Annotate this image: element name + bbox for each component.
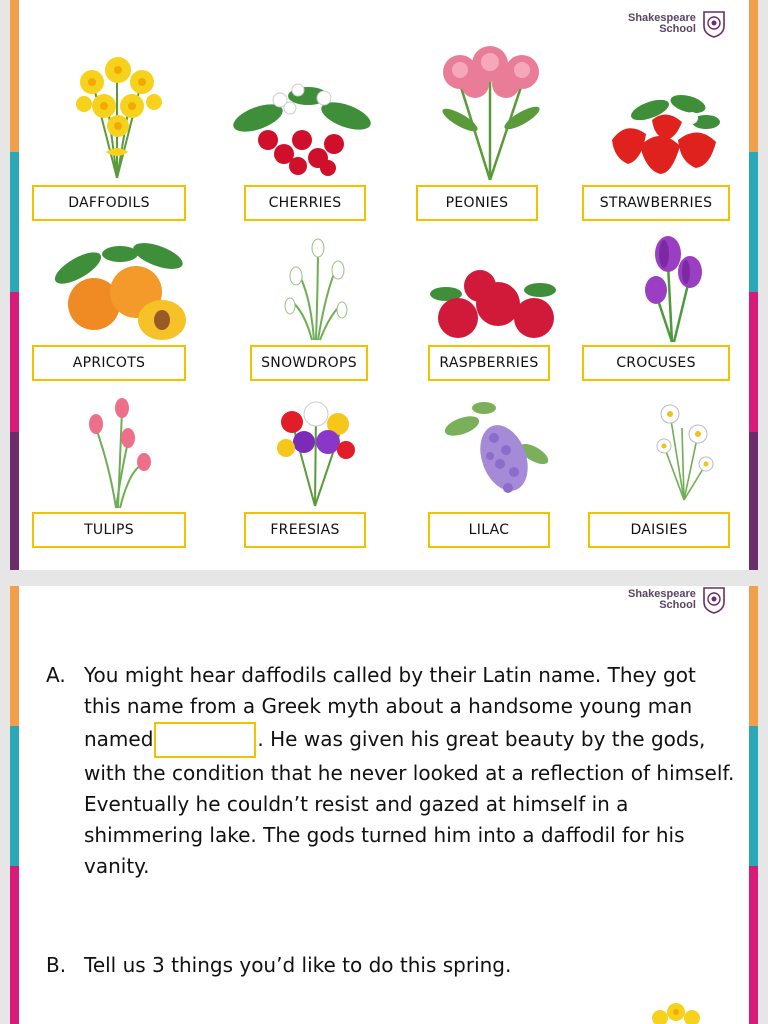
strawberries-icon [606, 90, 722, 180]
question-b-letter: B. [46, 953, 67, 977]
stripe-orange [749, 586, 758, 726]
label-freesias: FREESIAS [244, 512, 366, 548]
question-a [46, 660, 736, 882]
stripe-orange [749, 0, 758, 152]
label-lilac: LILAC [428, 512, 550, 548]
stripe-pink [749, 292, 758, 432]
label-crocuses: CROCUSES [582, 345, 730, 381]
stripe-teal [749, 726, 758, 866]
daffodils-icon [62, 40, 172, 180]
stripe-orange [10, 0, 19, 152]
question-b [46, 950, 736, 981]
stripe-pink [749, 866, 758, 1024]
logo-line-1: Shakespeare [628, 12, 696, 24]
question-a-text-end: . He was given his great beauty by the gods, with the condition that he never looked at a reflection of himself. Eventually he couldn’t resist and gazed at himself in a shimmering lake. The gods turned him into a daffodil for his vanity. [84, 727, 735, 878]
label-peonies: PEONIES [416, 185, 538, 221]
stripe-purple [10, 432, 19, 570]
raspberries-icon [428, 264, 562, 342]
logo-line-2: School [659, 599, 696, 611]
stripe-teal [749, 152, 758, 292]
worksheet-page-2 [10, 586, 758, 1024]
logo-line-1: Shakespeare [628, 588, 696, 600]
logo-line-2: School [659, 23, 696, 35]
label-tulips: TULIPS [32, 512, 186, 548]
daffodils-icon [646, 1002, 706, 1024]
stripe-pink [10, 866, 19, 1024]
freesias-icon [272, 392, 358, 508]
label-snowdrops: SNOWDROPS [250, 345, 368, 381]
question-a-text-start: You might hear daffodils called by their Latin name. They got this name from a Greek myth about a handsome young man named [84, 663, 696, 751]
apricots-icon [50, 236, 192, 342]
stripe-pink [10, 292, 19, 432]
label-apricots: APRICOTS [32, 345, 186, 381]
label-daisies: DAISIES [588, 512, 730, 548]
answer-blank[interactable] [154, 722, 256, 758]
label-raspberries: RASPBERRIES [428, 345, 550, 381]
question-b-text: Tell us 3 things you’d like to do this spring. [84, 953, 512, 977]
tulips-icon [76, 398, 156, 510]
lilac-icon [442, 398, 554, 506]
rose-crest-icon [702, 10, 726, 38]
stripe-teal [10, 726, 19, 866]
question-a-letter: A. [46, 663, 66, 687]
school-logo [628, 10, 726, 38]
label-daffodils: DAFFODILS [32, 185, 186, 221]
crocuses-icon [638, 234, 708, 344]
stripe-teal [10, 152, 19, 292]
daisies-icon [646, 398, 722, 502]
school-logo [628, 586, 726, 614]
peonies-icon [430, 44, 550, 182]
rose-crest-icon [702, 586, 726, 614]
stripe-orange [10, 586, 19, 726]
snowdrops-icon [274, 230, 356, 342]
worksheet-page-1 [10, 0, 758, 570]
label-strawberries: STRAWBERRIES [582, 185, 730, 221]
cherries-icon [228, 78, 378, 180]
label-cherries: CHERRIES [244, 185, 366, 221]
stripe-purple [749, 432, 758, 570]
